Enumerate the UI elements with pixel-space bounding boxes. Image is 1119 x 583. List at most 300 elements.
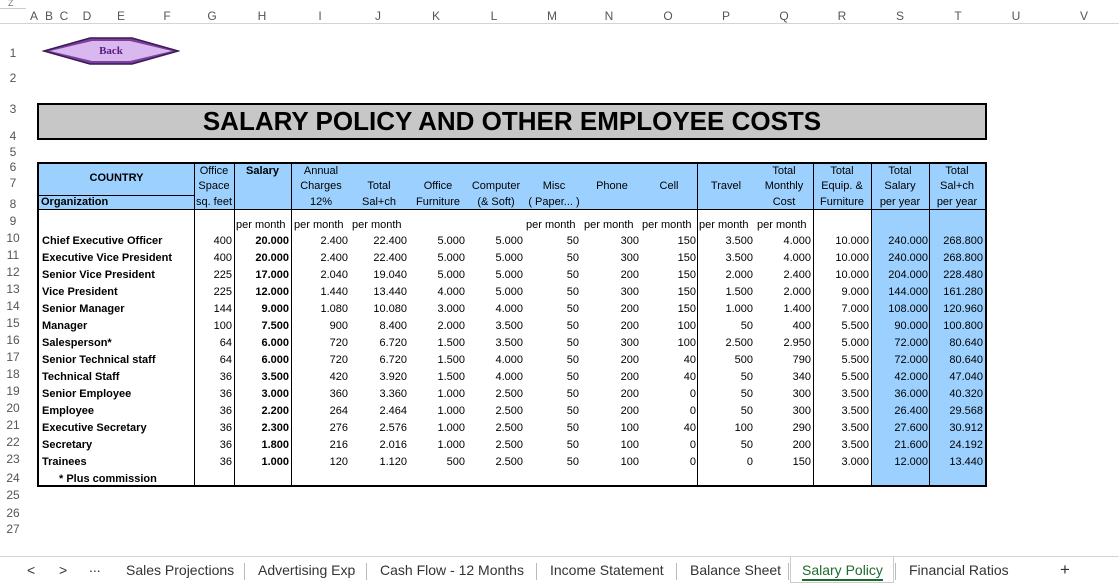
tab-separator — [895, 563, 896, 580]
row-title: Manager — [42, 320, 88, 332]
cell-space: 64 — [219, 354, 232, 366]
cell-salary: 1.000 — [261, 456, 289, 468]
computer-header-2: (& Soft) — [477, 196, 515, 208]
total-salch-year-header-1: Total — [945, 165, 969, 177]
prev-sheet-button[interactable]: < — [27, 562, 36, 578]
total-monthly-header-1: Total — [772, 165, 796, 177]
cell-misc: 50 — [566, 405, 579, 417]
cell-misc: 50 — [566, 320, 579, 332]
row-title: Chief Executive Officer — [42, 235, 163, 247]
row-header-1[interactable]: 1 — [9, 46, 17, 60]
cell-equip: 5.500 — [841, 354, 869, 366]
cell-furniture: 1.000 — [437, 405, 465, 417]
per-month-label: per month — [584, 219, 634, 231]
total-salch-year-header-2: Sal+ch — [940, 180, 974, 192]
cell-total: 3.920 — [379, 371, 407, 383]
cell-space: 64 — [219, 337, 232, 349]
salary-table — [37, 162, 987, 487]
sheet-tab-sales-projections[interactable]: Sales Projections — [126, 562, 235, 578]
row-header-26[interactable]: 26 — [6, 506, 20, 520]
cell-misc: 50 — [566, 354, 579, 366]
cell-salary: 20.000 — [255, 235, 289, 247]
column-header-b[interactable]: B — [44, 9, 53, 23]
sheet-tab-cash-flow-12-months[interactable]: Cash Flow - 12 Months — [380, 562, 524, 578]
row-title: Trainees — [42, 456, 87, 468]
per-month-label: per month — [352, 219, 402, 231]
cell-cell: 0 — [689, 439, 696, 451]
cell-space: 36 — [219, 422, 232, 434]
column-header-f[interactable]: F — [163, 9, 171, 23]
column-header-g[interactable]: G — [207, 9, 217, 23]
cell-computer: 5.000 — [495, 286, 523, 298]
row-header-6[interactable]: 6 — [9, 160, 17, 174]
total-equip-header-2: Equip. & — [821, 180, 863, 192]
column-header-c[interactable]: C — [59, 9, 69, 23]
cell-travel: 50 — [740, 405, 753, 417]
page-title: SALARY POLICY AND OTHER EMPLOYEE COSTS — [37, 103, 987, 140]
cell-salary: 3.000 — [261, 388, 289, 400]
cell-charges: 420 — [329, 371, 348, 383]
cell-monthly: 300 — [792, 388, 811, 400]
cell-computer: 5.000 — [495, 269, 523, 281]
cell-misc: 50 — [566, 337, 579, 349]
cell-equip: 9.000 — [841, 286, 869, 298]
cell-phone: 300 — [620, 337, 639, 349]
cell-sal_year: 12.000 — [894, 456, 928, 468]
office-space-header-3: sq. feet — [195, 196, 233, 208]
cell-monthly: 150 — [792, 456, 811, 468]
cell-misc: 50 — [566, 456, 579, 468]
cell-computer: 2.500 — [495, 422, 523, 434]
cell-total: 2.464 — [379, 405, 407, 417]
cell-space: 36 — [219, 439, 232, 451]
more-sheets-button[interactable]: ... — [89, 559, 101, 575]
cell-equip: 10.000 — [835, 269, 869, 281]
cell-space: 225 — [213, 286, 232, 298]
cell-travel: 50 — [740, 388, 753, 400]
total-salch-header-1: Total — [367, 180, 391, 192]
cell-total: 22.400 — [373, 252, 407, 264]
cell-computer: 2.500 — [495, 439, 523, 451]
cell-cell: 0 — [689, 388, 696, 400]
cell-salary: 12.000 — [255, 286, 289, 298]
office-space-header-2: Space — [198, 180, 230, 192]
row-header-14[interactable]: 14 — [6, 299, 20, 313]
cell-salary: 3.500 — [261, 371, 289, 383]
cell-computer: 4.000 — [495, 371, 523, 383]
row-header-24[interactable]: 24 — [6, 471, 20, 485]
cell-monthly: 790 — [792, 354, 811, 366]
cell-computer: 3.500 — [495, 320, 523, 332]
per-month-label: per month — [294, 219, 344, 231]
cell-space: 225 — [213, 269, 232, 281]
cell-furniture: 4.000 — [437, 286, 465, 298]
row-title: Senior Technical staff — [42, 354, 156, 366]
cell-sal_year: 90.000 — [894, 320, 928, 332]
misc-header-2: ( Paper... ) — [528, 196, 580, 208]
cell-salch_year: 120.960 — [943, 303, 983, 315]
sheet-tab-advertising-exp[interactable]: Advertising Exp — [258, 562, 356, 578]
cell-cell: 150 — [677, 269, 696, 281]
row-header-16[interactable]: 16 — [6, 333, 20, 347]
cell-cell: 100 — [677, 320, 696, 332]
row-header-19[interactable]: 19 — [6, 384, 20, 398]
cell-equip: 10.000 — [835, 252, 869, 264]
cell-space: 400 — [213, 235, 232, 247]
cell-total: 3.360 — [379, 388, 407, 400]
cell-travel: 3.500 — [725, 252, 753, 264]
cell-sal_year: 108.000 — [888, 303, 928, 315]
cell-charges: 720 — [329, 354, 348, 366]
row-header-4[interactable]: 4 — [9, 129, 17, 143]
organization-header: Organization — [41, 196, 109, 208]
cell-phone: 200 — [620, 303, 639, 315]
cell-sal_year: 26.400 — [894, 405, 928, 417]
cell-computer: 2.500 — [495, 388, 523, 400]
cell-salary: 17.000 — [255, 269, 289, 281]
cell-salary: 20.000 — [255, 252, 289, 264]
row-header-20[interactable]: 20 — [6, 401, 20, 415]
phone-header: Phone — [596, 180, 628, 192]
cell-travel: 50 — [740, 371, 753, 383]
cell-cell: 150 — [677, 252, 696, 264]
row-title: Secretary — [42, 439, 93, 451]
sheet-tab-financial-ratios[interactable]: Financial Ratios — [909, 562, 1009, 578]
cell-furniture: 1.000 — [437, 388, 465, 400]
cell-travel: 1.000 — [725, 303, 753, 315]
cell-space: 36 — [219, 456, 232, 468]
cell-furniture: 1.000 — [437, 439, 465, 451]
cell-equip: 3.500 — [841, 405, 869, 417]
cell-charges: 1.440 — [320, 286, 348, 298]
cell-travel: 3.500 — [725, 235, 753, 247]
cell-sal_year: 72.000 — [894, 337, 928, 349]
column-header-o[interactable]: O — [663, 9, 673, 23]
cell-total: 8.400 — [379, 320, 407, 332]
row-title: Employee — [42, 405, 94, 417]
cell-salch_year: 30.912 — [949, 422, 983, 434]
row-header-11[interactable]: 11 — [6, 248, 20, 262]
corner-label: Z — [8, 0, 14, 8]
cell-salch_year: 161.280 — [943, 286, 983, 298]
row-header-2[interactable]: 2 — [9, 71, 17, 85]
row-title: Executive Secretary — [42, 422, 147, 434]
cell-total: 13.440 — [373, 286, 407, 298]
row-title: Executive Vice President — [42, 252, 173, 264]
cell-misc: 50 — [566, 439, 579, 451]
sheet-tab-balance-sheet[interactable]: Balance Sheet — [690, 562, 782, 578]
cell-furniture: 3.000 — [437, 303, 465, 315]
cell-equip: 5.500 — [841, 320, 869, 332]
sheet-tab-salary-policy[interactable]: Salary Policy — [802, 562, 883, 581]
cell-furniture: 5.000 — [437, 235, 465, 247]
cell-salch_year: 13.440 — [949, 456, 983, 468]
cell-phone: 200 — [620, 354, 639, 366]
cell-sal_year: 21.600 — [894, 439, 928, 451]
row-header-8[interactable]: 8 — [9, 197, 17, 211]
per-month-label: per month — [757, 219, 807, 231]
cell-travel: 50 — [740, 320, 753, 332]
row-header-12[interactable]: 12 — [6, 265, 20, 279]
column-header-a[interactable]: A — [29, 9, 38, 23]
cell-salary: 9.000 — [261, 303, 289, 315]
cell-phone: 200 — [620, 388, 639, 400]
total-salary-year-header-2: Salary — [884, 180, 916, 192]
cell-misc: 50 — [566, 303, 579, 315]
cell-charges: 360 — [329, 388, 348, 400]
row-header-17[interactable]: 17 — [6, 350, 20, 364]
cell-monthly: 290 — [792, 422, 811, 434]
cell-furniture: 5.000 — [437, 269, 465, 281]
cell-phone: 200 — [620, 371, 639, 383]
cell-space: 100 — [213, 320, 232, 332]
cell-computer: 4.000 — [495, 303, 523, 315]
column-header-d[interactable]: D — [82, 9, 92, 23]
cell-salch_year: 268.800 — [943, 252, 983, 264]
total-salch-year-header-3: per year — [936, 196, 978, 208]
cell-total: 10.080 — [373, 303, 407, 315]
cell-cell: 150 — [677, 286, 696, 298]
cell-total: 2.576 — [379, 422, 407, 434]
tab-separator — [244, 563, 245, 580]
select-all-corner[interactable] — [0, 0, 26, 9]
cell-furniture: 1.000 — [437, 422, 465, 434]
cell-salary: 2.200 — [261, 405, 289, 417]
cell-salch_year: 40.320 — [949, 388, 983, 400]
cell-computer: 2.500 — [495, 405, 523, 417]
row-header-25[interactable]: 25 — [6, 488, 20, 502]
per-month-label: per month — [699, 219, 749, 231]
row-title: Senior Manager — [42, 303, 125, 315]
cell-charges: 120 — [329, 456, 348, 468]
cell-total: 6.720 — [379, 354, 407, 366]
sheet-tab-bar — [0, 556, 1119, 583]
total-salch-header-2: Sal+ch — [362, 196, 396, 208]
cell-sal_year: 36.000 — [894, 388, 928, 400]
cell-monthly: 1.400 — [783, 303, 811, 315]
cell-phone: 200 — [620, 269, 639, 281]
cell-equip: 3.000 — [841, 456, 869, 468]
cell-equip: 5.000 — [841, 337, 869, 349]
cell-misc: 50 — [566, 235, 579, 247]
row-header-9[interactable]: 9 — [9, 214, 17, 228]
row-header-5[interactable]: 5 — [9, 145, 17, 159]
row-header-23[interactable]: 23 — [6, 452, 20, 466]
sheet-tab-income-statement[interactable]: Income Statement — [550, 562, 664, 578]
cell-salary: 2.300 — [261, 422, 289, 434]
cell-travel: 1.500 — [725, 286, 753, 298]
cell-header: Cell — [659, 180, 679, 192]
row-header-13[interactable]: 13 — [6, 282, 20, 296]
footnote: * Plus commission — [59, 473, 157, 485]
cell-salch_year: 29.568 — [949, 405, 983, 417]
cell-charges: 264 — [329, 405, 348, 417]
office-furniture-header-2: Furniture — [415, 196, 461, 208]
cell-charges: 276 — [329, 422, 348, 434]
cell-computer: 5.000 — [495, 252, 523, 264]
cell-equip: 3.500 — [841, 422, 869, 434]
total-equip-header-1: Total — [830, 165, 854, 177]
misc-header-1: Misc — [542, 180, 566, 192]
cell-travel: 0 — [746, 456, 753, 468]
column-headers — [0, 9, 1119, 24]
cell-monthly: 400 — [792, 320, 811, 332]
per-month-label: per month — [526, 219, 576, 231]
row-header-21[interactable]: 21 — [6, 418, 20, 432]
cell-furniture: 1.500 — [437, 371, 465, 383]
cell-salch_year: 100.800 — [943, 320, 983, 332]
cell-misc: 50 — [566, 286, 579, 298]
cell-space: 36 — [219, 371, 232, 383]
cell-charges: 900 — [329, 320, 348, 332]
cell-misc: 50 — [566, 371, 579, 383]
cell-travel: 500 — [734, 354, 753, 366]
column-header-k[interactable]: K — [431, 9, 440, 23]
tab-separator — [788, 563, 789, 580]
total-salary-year-header-1: Total — [888, 165, 912, 177]
salary-header: Salary — [245, 165, 280, 177]
cell-salch_year: 268.800 — [943, 235, 983, 247]
total-salary-year-header-3: per year — [879, 196, 921, 208]
cell-sal_year: 240.000 — [888, 235, 928, 247]
cell-salary: 7.500 — [261, 320, 289, 332]
column-header-j[interactable]: J — [375, 9, 381, 23]
cell-phone: 100 — [620, 456, 639, 468]
back-label: Back — [99, 45, 123, 57]
cell-travel: 100 — [734, 422, 753, 434]
cell-phone: 300 — [620, 286, 639, 298]
cell-salch_year: 24.192 — [949, 439, 983, 451]
tab-separator — [676, 563, 677, 580]
row-title: Senior Vice President — [42, 269, 155, 281]
cell-travel: 50 — [740, 439, 753, 451]
total-monthly-header-2: Monthly — [764, 180, 804, 192]
column-header-r[interactable]: R — [837, 9, 847, 23]
cell-charges: 720 — [329, 337, 348, 349]
cell-cell: 150 — [677, 235, 696, 247]
cell-equip: 5.500 — [841, 371, 869, 383]
row-header-27[interactable]: 27 — [6, 522, 20, 536]
column-header-h[interactable]: H — [257, 9, 267, 23]
back-button[interactable] — [42, 36, 180, 66]
row-header-15[interactable]: 15 — [6, 316, 20, 330]
cell-charges: 2.040 — [320, 269, 348, 281]
column-header-m[interactable]: M — [547, 9, 557, 23]
cell-equip: 10.000 — [835, 235, 869, 247]
cell-phone: 300 — [620, 235, 639, 247]
cell-sal_year: 240.000 — [888, 252, 928, 264]
cell-salary: 1.800 — [261, 439, 289, 451]
column-header-v[interactable]: V — [1079, 9, 1088, 23]
cell-travel: 2.500 — [725, 337, 753, 349]
cell-salch_year: 47.040 — [949, 371, 983, 383]
row-title: Technical Staff — [42, 371, 120, 383]
cell-space: 36 — [219, 388, 232, 400]
cell-charges: 2.400 — [320, 252, 348, 264]
cell-computer: 4.000 — [495, 354, 523, 366]
cell-monthly: 4.000 — [783, 235, 811, 247]
row-header-22[interactable]: 22 — [6, 435, 20, 449]
cell-computer: 3.500 — [495, 337, 523, 349]
cell-sal_year: 42.000 — [894, 371, 928, 383]
cell-furniture: 1.500 — [437, 337, 465, 349]
cell-misc: 50 — [566, 269, 579, 281]
cell-salch_year: 80.640 — [949, 354, 983, 366]
cell-phone: 200 — [620, 405, 639, 417]
tab-separator — [366, 563, 367, 580]
column-header-s[interactable]: S — [895, 9, 904, 23]
cell-monthly: 2.950 — [783, 337, 811, 349]
column-header-p[interactable]: P — [721, 9, 730, 23]
cell-charges: 216 — [329, 439, 348, 451]
next-sheet-button[interactable]: > — [59, 562, 68, 578]
cell-furniture: 5.000 — [437, 252, 465, 264]
cell-total: 6.720 — [379, 337, 407, 349]
cell-phone: 100 — [620, 422, 639, 434]
computer-header-1: Computer — [471, 180, 521, 192]
tab-separator — [536, 563, 537, 580]
cell-space: 400 — [213, 252, 232, 264]
total-monthly-header-3: Cost — [772, 196, 796, 208]
cell-travel: 2.000 — [725, 269, 753, 281]
cell-sal_year: 204.000 — [888, 269, 928, 281]
row-title: Salesperson* — [42, 337, 112, 349]
column-header-i[interactable]: I — [318, 9, 322, 23]
cell-cell: 40 — [683, 371, 696, 383]
cell-equip: 3.500 — [841, 439, 869, 451]
row-title: Vice President — [42, 286, 118, 298]
column-header-e[interactable]: E — [116, 9, 125, 23]
cell-salch_year: 80.640 — [949, 337, 983, 349]
cell-furniture: 500 — [446, 456, 465, 468]
cell-charges: 1.080 — [320, 303, 348, 315]
cell-equip: 7.000 — [841, 303, 869, 315]
cell-cell: 0 — [689, 405, 696, 417]
add-sheet-button[interactable]: + — [1060, 560, 1070, 579]
row-header-18[interactable]: 18 — [6, 367, 20, 381]
cell-total: 1.120 — [379, 456, 407, 468]
row-header-10[interactable]: 10 — [6, 231, 20, 245]
cell-monthly: 300 — [792, 405, 811, 417]
row-header-3[interactable]: 3 — [9, 102, 17, 116]
total-equip-header-3: Furniture — [819, 196, 865, 208]
cell-computer: 5.000 — [495, 235, 523, 247]
cell-monthly: 2.400 — [783, 269, 811, 281]
cell-monthly: 340 — [792, 371, 811, 383]
cell-salch_year: 228.480 — [943, 269, 983, 281]
column-header-u[interactable]: U — [1011, 9, 1021, 23]
cell-charges: 2.400 — [320, 235, 348, 247]
country-header: COUNTRY — [89, 172, 144, 184]
column-header-t[interactable]: T — [954, 9, 962, 23]
cell-phone: 200 — [620, 320, 639, 332]
column-header-n[interactable]: N — [604, 9, 614, 23]
cell-computer: 2.500 — [495, 456, 523, 468]
column-header-l[interactable]: L — [490, 9, 498, 23]
cell-total: 2.016 — [379, 439, 407, 451]
column-header-q[interactable]: Q — [779, 9, 789, 23]
office-furniture-header-1: Office — [423, 180, 453, 192]
row-title: Senior Employee — [42, 388, 132, 400]
cell-monthly: 2.000 — [783, 286, 811, 298]
office-space-header-1: Office — [199, 165, 229, 177]
cell-misc: 50 — [566, 252, 579, 264]
cell-phone: 300 — [620, 252, 639, 264]
cell-space: 144 — [213, 303, 232, 315]
per-month-label: per month — [642, 219, 692, 231]
row-header-7[interactable]: 7 — [9, 176, 17, 190]
cell-sal_year: 144.000 — [888, 286, 928, 298]
